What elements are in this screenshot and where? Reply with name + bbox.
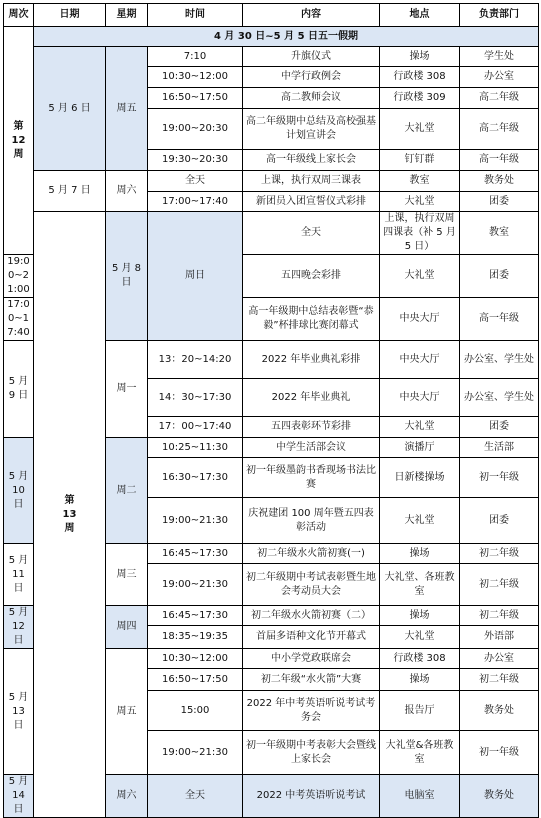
time-cell: 全天 — [148, 171, 243, 192]
dept-cell: 外语部 — [460, 626, 539, 649]
week-label-12: 第 12 周 — [4, 27, 34, 255]
date-cell: 5 月 10 日 — [4, 438, 34, 544]
time-cell: 19:00~21:30 — [148, 731, 243, 775]
content-cell: 初二年级期中考试表彰暨生地会考动员大会 — [243, 564, 380, 606]
dept-cell: 办公室、学生处 — [460, 379, 539, 417]
content-cell: 2022 年毕业典礼 — [243, 379, 380, 417]
content-cell: 首届多语种文化节开幕式 — [243, 626, 380, 649]
location-cell: 大礼堂 — [380, 109, 460, 150]
time-cell: 7:10 — [148, 47, 243, 67]
location-cell: 报告厅 — [380, 691, 460, 731]
dept-cell: 学生处 — [460, 47, 539, 67]
time-cell: 18:35~19:35 — [148, 626, 243, 649]
location-cell: 演播厅 — [380, 438, 460, 458]
header-time: 时间 — [148, 4, 243, 27]
dept-cell: 高一年级 — [460, 298, 539, 341]
content-cell: 中学生活部会议 — [243, 438, 380, 458]
location-cell: 操场 — [380, 669, 460, 691]
dept-cell: 团委 — [460, 417, 539, 438]
dept-cell: 教务处 — [460, 775, 539, 818]
weekday-cell: 周六 — [106, 775, 148, 818]
location-cell: 大礼堂 — [380, 417, 460, 438]
date-cell: 5 月 11 日 — [4, 544, 34, 606]
dept-cell: 团委 — [460, 498, 539, 544]
holiday-row — [4, 27, 539, 47]
time-cell: 全天 — [148, 775, 243, 818]
date-cell: 5 月 6 日 — [34, 47, 106, 171]
location-cell: 大礼堂、各班教室 — [380, 564, 460, 606]
dept-cell: 初二年级 — [460, 544, 539, 564]
dept-cell: 办公室 — [460, 67, 539, 88]
dept-cell: 教务处 — [460, 171, 539, 192]
content-cell: 中学行政例会 — [243, 67, 380, 88]
date-cell: 5 月 14 日 — [4, 775, 34, 818]
header-week: 周次 — [4, 4, 34, 27]
content-cell: 初一年级墨韵书香现场书法比赛 — [243, 458, 380, 498]
date-cell: 5 月 8 日 — [106, 212, 148, 341]
time-cell: 10:30~12:00 — [148, 649, 243, 669]
weekday-cell: 周日 — [148, 212, 243, 341]
time-cell: 19:00~21:30 — [148, 564, 243, 606]
content-cell: 初二年级水火箭初赛（二） — [243, 606, 380, 626]
location-cell: 大礼堂 — [380, 255, 460, 298]
content-cell: 五四表彰环节彩排 — [243, 417, 380, 438]
weekday-cell: 周四 — [106, 606, 148, 649]
header-row — [4, 4, 539, 27]
time-cell: 17：00~17:40 — [148, 417, 243, 438]
dept-cell: 生活部 — [460, 438, 539, 458]
content-cell: 2022 年毕业典礼彩排 — [243, 341, 380, 379]
time-cell: 16:50~17:50 — [148, 669, 243, 691]
header-weekday: 星期 — [106, 4, 148, 27]
content-cell: 高二教师会议 — [243, 88, 380, 109]
location-cell: 操场 — [380, 544, 460, 564]
weekday-cell: 周三 — [106, 544, 148, 606]
content-cell: 中小学党政联席会 — [243, 649, 380, 669]
location-cell: 大礼堂 — [380, 192, 460, 212]
weekday-cell: 周二 — [106, 438, 148, 544]
header-date: 日期 — [34, 4, 106, 27]
content-cell: 上课，执行双周三课表 — [243, 171, 380, 192]
time-cell: 16:45~17:30 — [148, 606, 243, 626]
schedule-table — [3, 3, 539, 818]
holiday-banner: 4 月 30 日~5 月 5 日五一假期 — [34, 27, 539, 47]
header-content: 内容 — [243, 4, 380, 27]
time-cell: 16:45~17:30 — [148, 544, 243, 564]
content-cell: 高一年级线上家长会 — [243, 150, 380, 171]
dept-cell: 办公室 — [460, 649, 539, 669]
weekday-cell: 周五 — [106, 649, 148, 775]
time-cell: 全天 — [243, 212, 380, 255]
location-cell: 行政楼 309 — [380, 88, 460, 109]
date-cell: 5 月 7 日 — [34, 171, 106, 212]
content-cell: 上课，执行双周四课表（补 5 月 5 日） — [380, 212, 460, 255]
dept-cell: 教务处 — [460, 691, 539, 731]
content-cell: 初一年级期中考表彰大会暨线上家长会 — [243, 731, 380, 775]
location-cell: 教室 — [380, 171, 460, 192]
location-cell: 中央大厅 — [380, 341, 460, 379]
location-cell: 日新楼操场 — [380, 458, 460, 498]
location-cell: 中央大厅 — [380, 298, 460, 341]
time-cell: 19:00~21:00 — [4, 255, 34, 298]
dept-cell: 初二年级 — [460, 606, 539, 626]
date-cell: 5 月 12 日 — [4, 606, 34, 649]
time-cell: 10:30~12:00 — [148, 67, 243, 88]
location-cell: 电脑室 — [380, 775, 460, 818]
content-cell: 高二年级期中总结及高校强基计划宣讲会 — [243, 109, 380, 150]
content-cell: 新团员入团宣誓仪式彩排 — [243, 192, 380, 212]
content-cell: 高一年级期中总结表彰暨“恭毅”杯排球比赛闭幕式 — [243, 298, 380, 341]
table-row — [4, 171, 539, 192]
time-cell: 16:50~17:50 — [148, 88, 243, 109]
dept-cell: 初一年级 — [460, 731, 539, 775]
location-cell: 钉钉群 — [380, 150, 460, 171]
content-cell: 2022 中考英语听说考试 — [243, 775, 380, 818]
weekday-cell: 周六 — [106, 171, 148, 212]
location-cell: 操场 — [380, 606, 460, 626]
time-cell: 19:00~21:30 — [148, 498, 243, 544]
dept-cell: 初一年级 — [460, 458, 539, 498]
location-cell: 大礼堂 — [380, 498, 460, 544]
location-cell: 行政楼 308 — [380, 649, 460, 669]
weekday-cell: 周五 — [106, 47, 148, 171]
week-label-13: 第 13 周 — [34, 212, 106, 818]
time-cell: 19:00~20:30 — [148, 109, 243, 150]
location-cell: 操场 — [380, 47, 460, 67]
table-row — [4, 47, 539, 67]
location-cell: 大礼堂 — [380, 626, 460, 649]
location-cell: 教室 — [460, 212, 539, 255]
header-location: 地点 — [380, 4, 460, 27]
content-cell: 初二年级“水火箭”大赛 — [243, 669, 380, 691]
location-cell: 行政楼 308 — [380, 67, 460, 88]
table-row — [4, 212, 539, 255]
dept-cell: 办公室、学生处 — [460, 341, 539, 379]
date-cell: 5 月 13 日 — [4, 649, 34, 775]
dept-cell: 初二年级 — [460, 564, 539, 606]
dept-cell: 团委 — [460, 255, 539, 298]
location-cell: 中央大厅 — [380, 379, 460, 417]
time-cell: 17:00~17:40 — [148, 192, 243, 212]
dept-cell: 初二年级 — [460, 669, 539, 691]
date-cell: 5 月 9 日 — [4, 341, 34, 438]
time-cell: 10:25~11:30 — [148, 438, 243, 458]
weekday-cell: 周一 — [106, 341, 148, 438]
content-cell: 庆祝建团 100 周年暨五四表彰活动 — [243, 498, 380, 544]
time-cell: 13：20~14:20 — [148, 341, 243, 379]
location-cell: 大礼堂&各班教室 — [380, 731, 460, 775]
time-cell: 17:00~17:40 — [4, 298, 34, 341]
dept-cell: 高一年级 — [460, 150, 539, 171]
time-cell: 16:30~17:30 — [148, 458, 243, 498]
content-cell: 初二年级水火箭初赛(一) — [243, 544, 380, 564]
content-cell: 五四晚会彩排 — [243, 255, 380, 298]
time-cell: 19:30~20:30 — [148, 150, 243, 171]
dept-cell: 团委 — [460, 192, 539, 212]
dept-cell: 高二年级 — [460, 109, 539, 150]
content-cell: 升旗仪式 — [243, 47, 380, 67]
time-cell: 14：30~17:30 — [148, 379, 243, 417]
header-dept: 负责部门 — [460, 4, 539, 27]
dept-cell: 高二年级 — [460, 88, 539, 109]
time-cell: 15:00 — [148, 691, 243, 731]
content-cell: 2022 年中考英语听说考试考务会 — [243, 691, 380, 731]
